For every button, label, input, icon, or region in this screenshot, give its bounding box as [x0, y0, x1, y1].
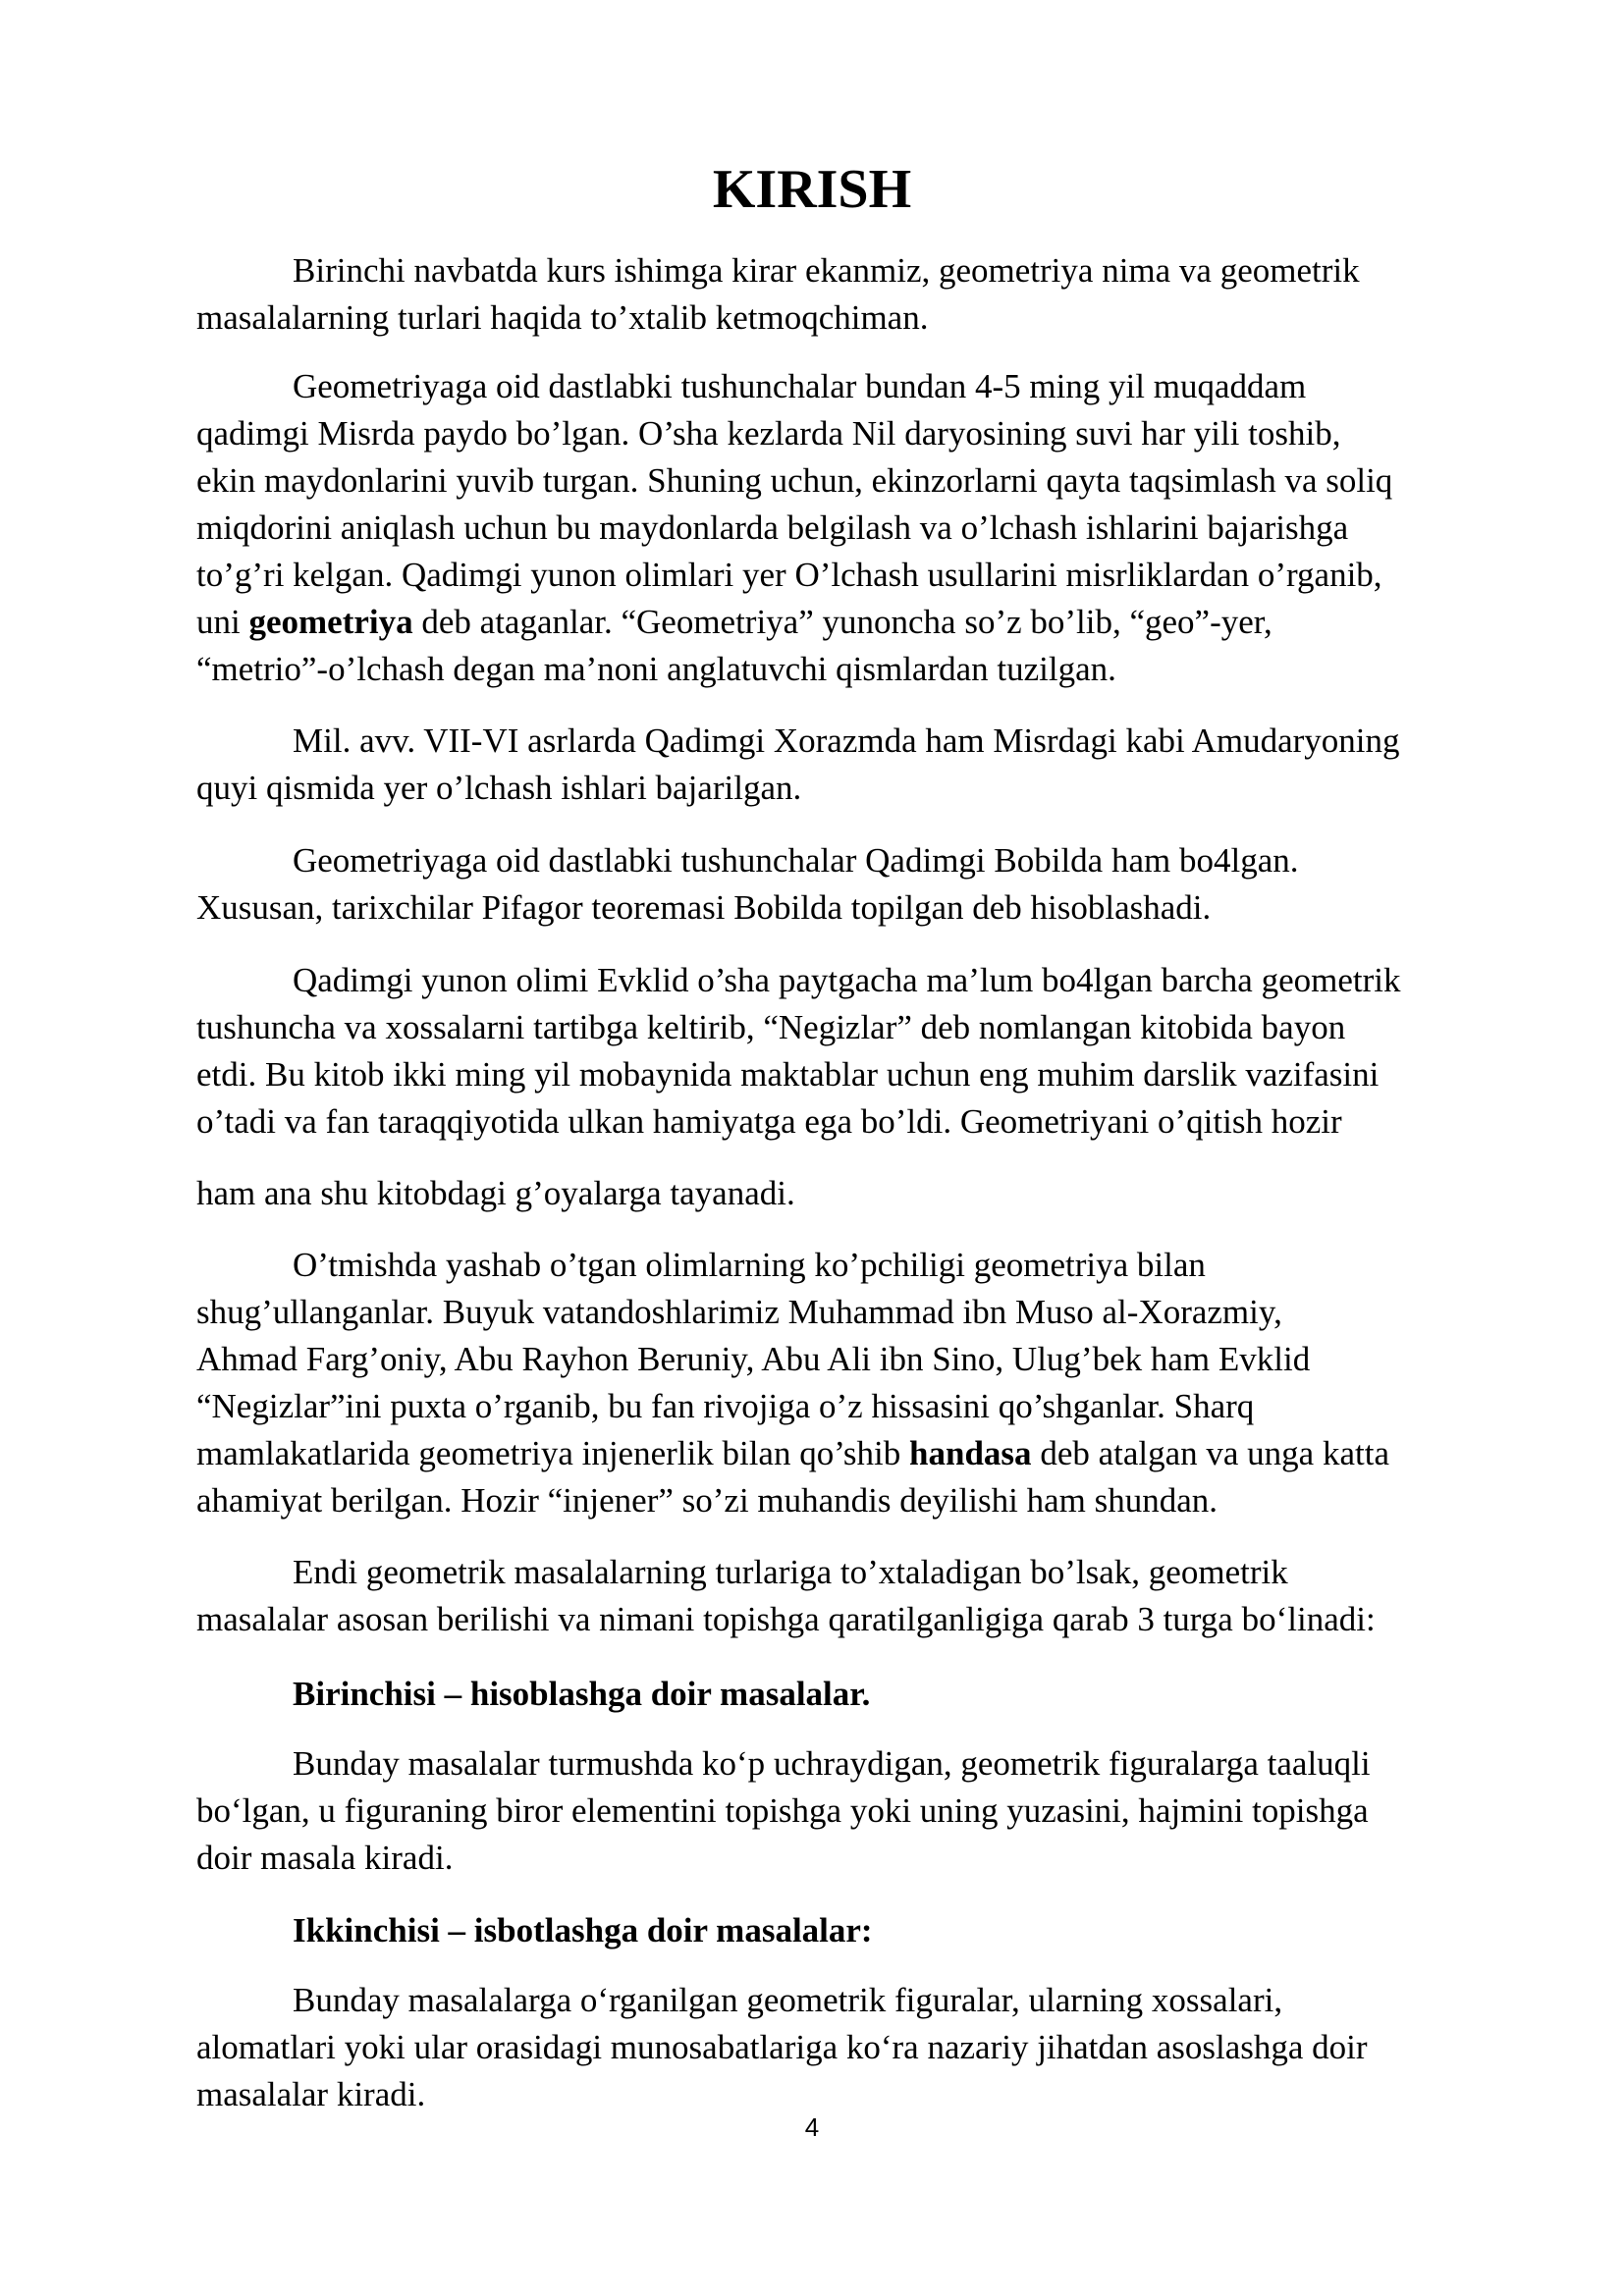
- subheading-calculation: Birinchisi – hisoblashga doir masalalar.: [293, 1675, 871, 1713]
- page-number: 4: [804, 2112, 820, 2142]
- text-line: etdi. Bu kitob ikki ming yil mobaynida maktablar uchun eng muhim darslik vazifasini: [196, 1055, 1380, 1094]
- text-line: Geometriyaga oid dastlabki tushunchalar Qadimgi Bobilda ham bo4lgan.: [293, 841, 1299, 880]
- bold-term: geometriya: [248, 603, 413, 641]
- paragraph-proof: [196, 1977, 1549, 2118]
- text-line: uni: [196, 603, 249, 641]
- text-line: masalalarning turlari haqida to’xtalib ketmoqchiman.: [196, 298, 929, 337]
- text-line: “metrio”-o’lchash degan ma’noni anglatuvchi qismlardan tuzilgan.: [196, 650, 1116, 688]
- text-line: deb atalgan va unga katta: [1031, 1434, 1389, 1472]
- text-line: doir masala kiradi.: [196, 1839, 454, 1877]
- paragraph-euclid-continued: [196, 1170, 1549, 1217]
- text-line: to’g’ri kelgan. Qadimgi yunon olimlari yer O’lchash usullarini misrliklardan o’rganib,: [196, 556, 1382, 594]
- text-line: deb ataganlar. “Geometriya” yunoncha so’z bo’lib, “geo”-yer,: [412, 603, 1272, 641]
- text-line: “Negizlar”ini puxta o’rganib, bu fan rivojiga o’z hissasini qo’shganlar. Sharq: [196, 1387, 1255, 1425]
- text-line: ham ana shu kitobdagi g’oyalarga tayanadi.: [196, 1174, 795, 1212]
- text-line: tushuncha va xossalarni tartibga keltirib, “Negizlar” deb nomlangan kitobida bayon: [196, 1008, 1346, 1046]
- text-line: alomatlari yoki ular orasidagi munosabatlariga ko‘ra nazariy jihatdan asoslashga doir: [196, 2028, 1368, 2066]
- text-line: Mil. avv. VII-VI asrlarda Qadimgi Xorazmda ham Misrdagi kabi Amudaryoning: [293, 721, 1400, 760]
- text-line: quyi qismida yer o’lchash ishlari bajarilgan.: [196, 769, 802, 807]
- paragraph-babylon: [196, 837, 1549, 932]
- text-line: mamlakatlarida geometriya injenerlik bilan qo’shib: [196, 1434, 910, 1472]
- text-line: bo‘lgan, u figuraning biror elementini topishga yoki uning yuzasini, hajmini topishga: [196, 1791, 1369, 1830]
- text-line: Geometriyaga oid dastlabki tushunchalar bundan 4-5 ming yil muqaddam: [293, 367, 1307, 405]
- paragraph-calculation: [196, 1740, 1549, 1882]
- text-line: Birinchi navbatda kurs ishimga kirar ekanmiz, geometriya nima va geometrik: [293, 251, 1360, 290]
- paragraph-intro: [196, 247, 1549, 342]
- paragraph-khorezm: [196, 718, 1549, 812]
- text-line: qadimgi Misrda paydo bo’lgan. O’sha kezlarda Nil daryosining suvi har yili toshib,: [196, 414, 1341, 453]
- text-line: Bunday masalalarga o‘rganilgan geometrik figuralar, ularning xossalari,: [293, 1981, 1283, 2019]
- text-line: masalalar kiradi.: [196, 2075, 426, 2113]
- text-line: ahamiyat berilgan. Hozir “injener” so’zi muhandis deyilishi ham shundan.: [196, 1481, 1218, 1520]
- bold-term: handasa: [909, 1434, 1032, 1472]
- text-line: miqdorini aniqlash uchun bu maydonlarda belgilash va o’lchash ishlarini bajarishga: [196, 508, 1349, 547]
- paragraph-problem-types: [196, 1549, 1549, 1643]
- text-line: masalalar asosan berilishi va nimani topishga qaratilganligiga qarab 3 turga bo‘linadi:: [196, 1600, 1376, 1638]
- paragraph-scholars: [196, 1242, 1549, 1524]
- paragraph-history-egypt: [196, 363, 1549, 693]
- text-line: Xususan, tarixchilar Pifagor teoremasi Bobilda topilgan deb hisoblashadi.: [196, 888, 1212, 927]
- text-line: ekin maydonlarini yuvib turgan. Shuning uchun, ekinzorlarni qayta taqsimlash va soliq: [196, 461, 1393, 500]
- text-line: shug’ullanganlar. Buyuk vatandoshlarimiz Muhammad ibn Muso al-Xorazmiy,: [196, 1293, 1282, 1331]
- text-line: Ahmad Farg’oniy, Abu Rayhon Beruniy, Abu Ali ibn Sino, Ulug’bek ham Evklid: [196, 1340, 1311, 1378]
- text-line: Qadimgi yunon olimi Evklid o’sha paytgacha ma’lum bo4lgan barcha geometrik: [293, 961, 1401, 999]
- text-line: Bunday masalalar turmushda ko‘p uchraydigan, geometrik figuralarga taaluqli: [293, 1744, 1371, 1783]
- text-line: o’tadi va fan taraqqiyotida ulkan hamiyatga ega bo’ldi. Geometriyani o’qitish hozir: [196, 1102, 1342, 1141]
- paragraph-euclid: [196, 957, 1549, 1146]
- text-line: O’tmishda yashab o’tgan olimlarning ko’pchiligi geometriya bilan: [293, 1246, 1206, 1284]
- page-title: KIRISH: [712, 159, 912, 220]
- subheading-proof: Ikkinchisi – isbotlashga doir masalalar:: [293, 1911, 873, 1949]
- text-line: Endi geometrik masalalarning turlariga to’xtaladigan bo’lsak, geometrik: [293, 1553, 1288, 1591]
